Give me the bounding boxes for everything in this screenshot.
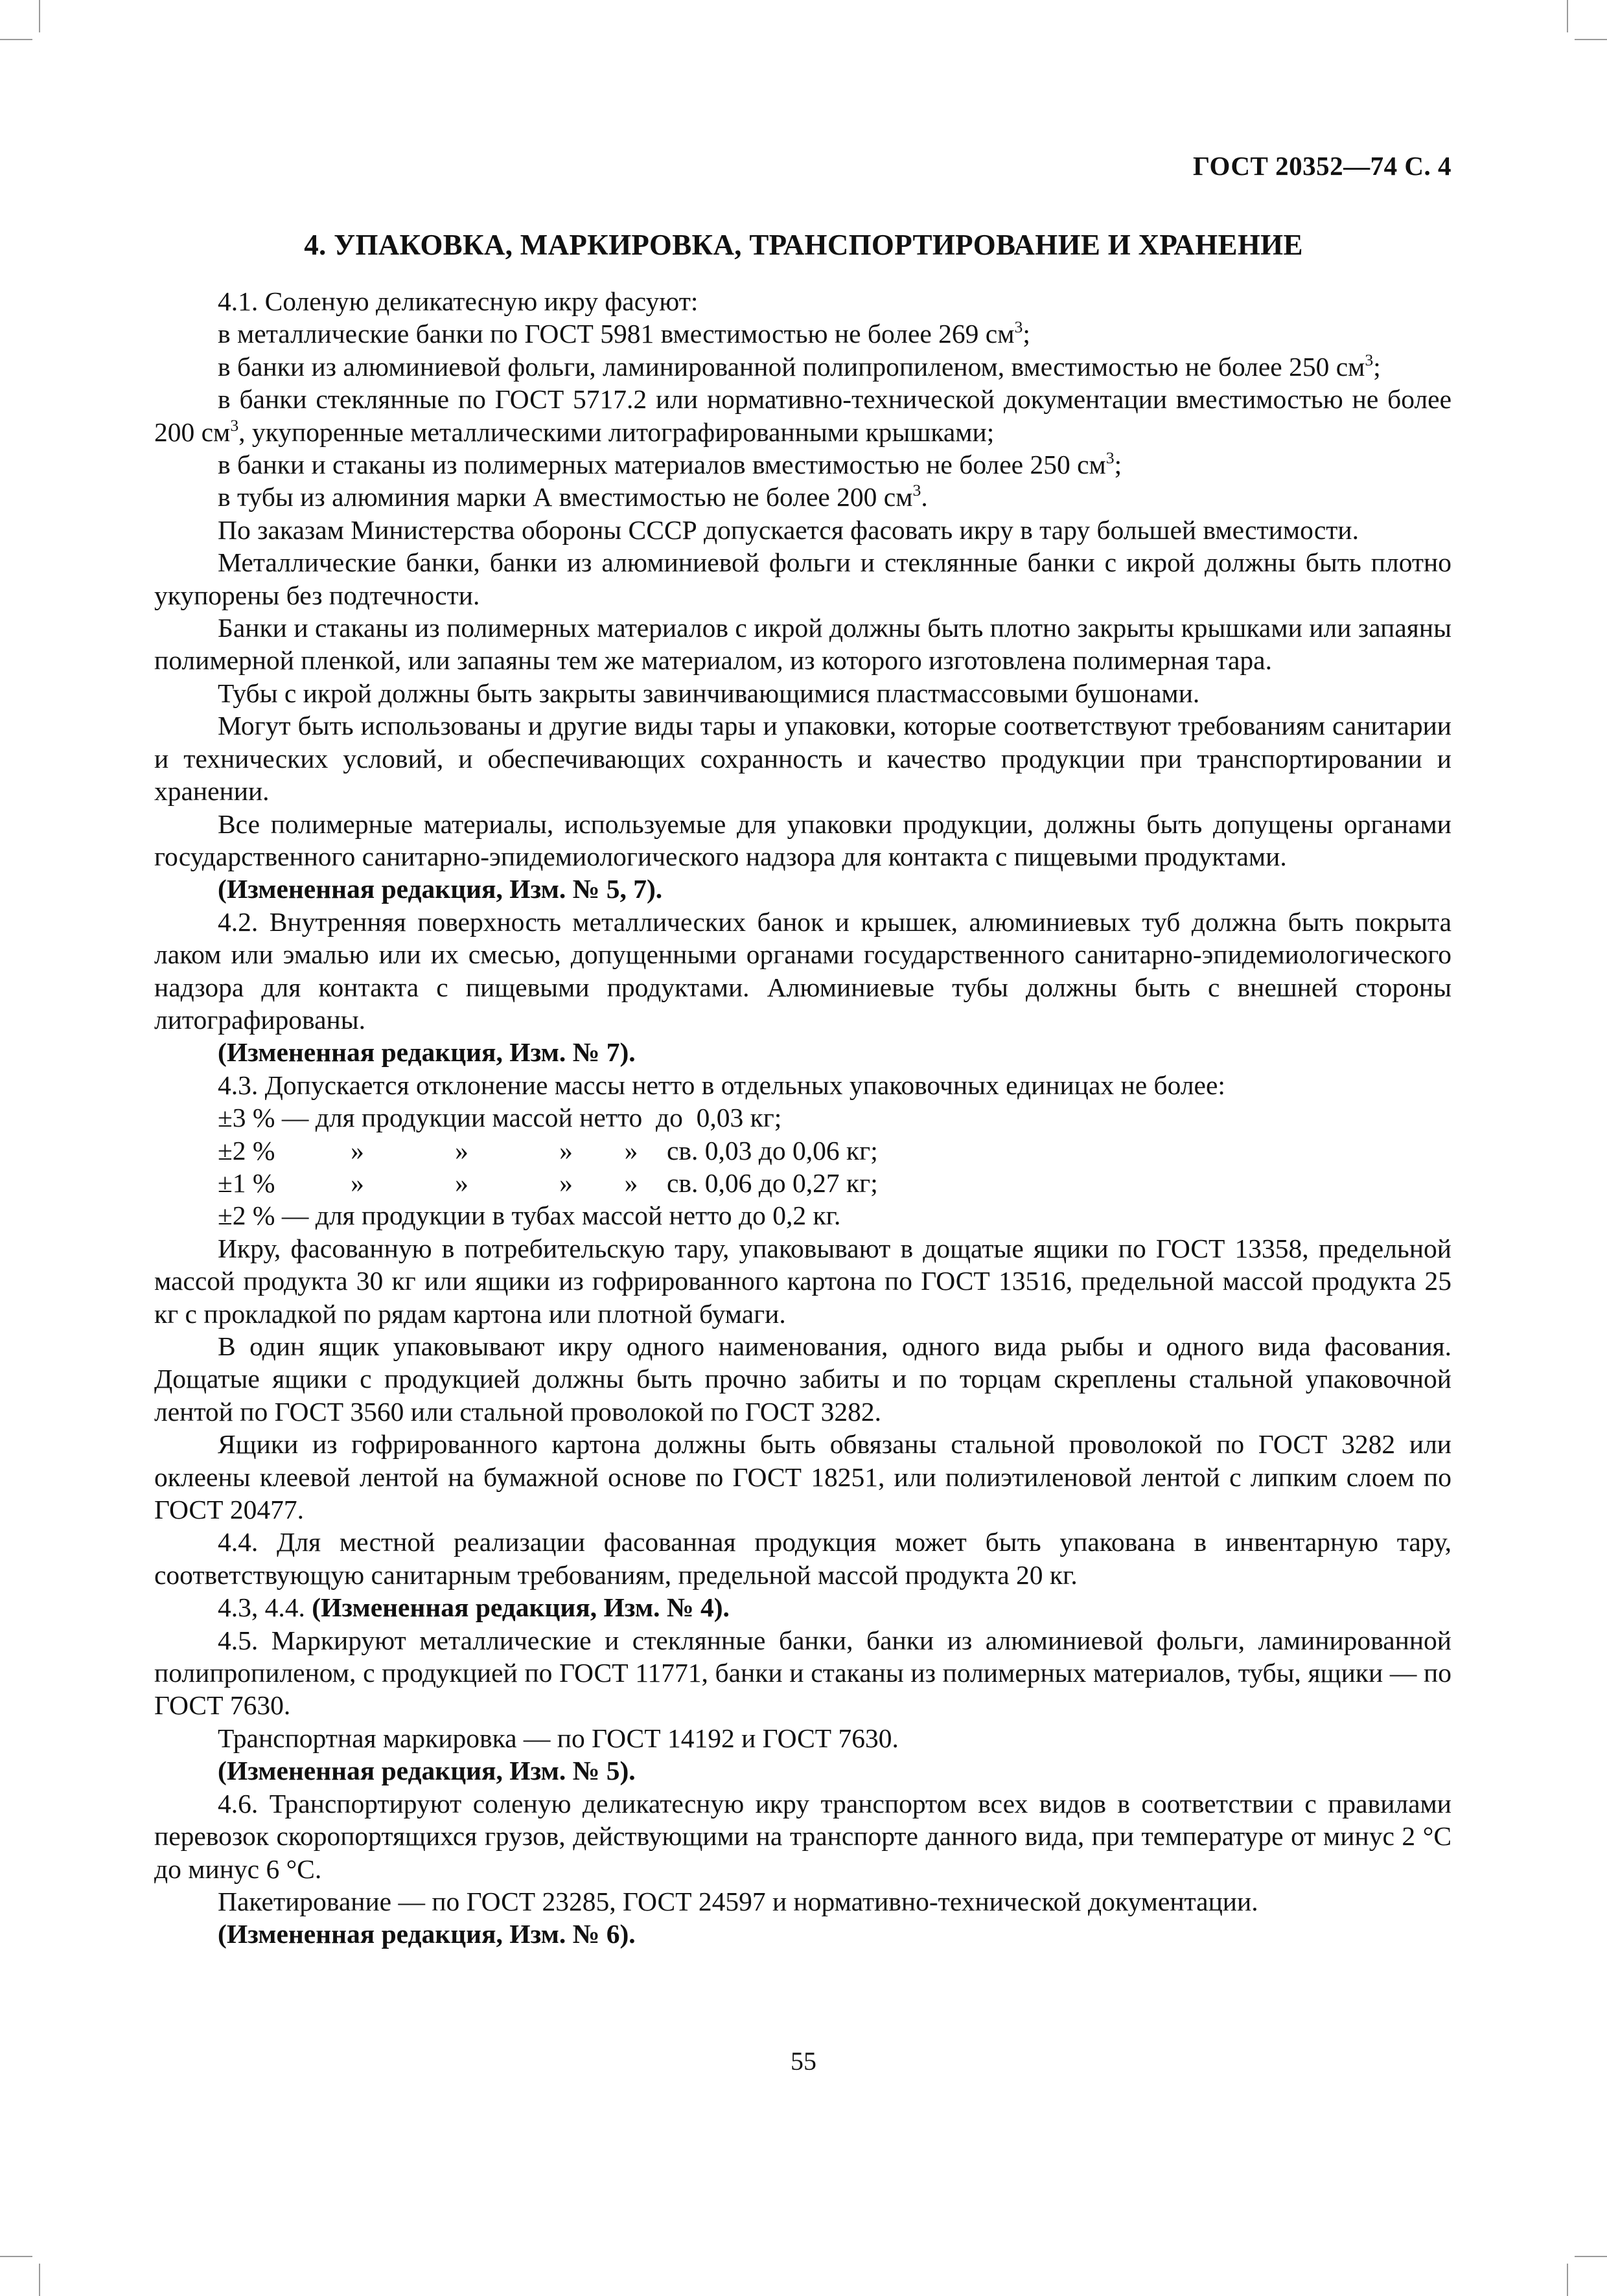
- revision-note: 4.3, 4.4. (Измененная редакция, Изм. № 4).: [218, 1592, 730, 1623]
- paragraph: 4.3. Допускается отклонение массы нетто в отдельных упаковочных единицах не более:: [218, 1070, 1225, 1100]
- tolerance-value: ±2 %: [218, 1135, 275, 1165]
- paragraph: в металлические банки по ГОСТ 5981 вместимостью не более 269 $см^3$;: [218, 317, 1030, 349]
- revision-note: (Измененная редакция, Изм. № 6).: [218, 1919, 636, 1949]
- ditto-mark: »: [559, 1135, 573, 1165]
- paragraph: В один ящик упаковывают икру одного наименования, одного вида рыбы и одного вида фасования. Дощатые ящики с продукцией должны быть прочно забиты и по торцам скреплены стальной упаковочной лентой по ГОСТ 3560 или стальной проволокой по ГОСТ 3282.: [154, 1331, 1451, 1427]
- crop-mark: [39, 0, 40, 32]
- ditto-mark: »: [351, 1167, 364, 1198]
- paragraph: 4.2. Внутренняя поверхность металлических банок и крышек, алюминиевых туб должна быть покрыта лаком или эмалью или их смесью, допущенными органами государственного санитарно-эпидемиологического надзора для контакта с пищевыми продуктами. Алюминиевые тубы должны быть с внешней стороны литографированы.: [154, 906, 1451, 1035]
- crop-mark: [1575, 2256, 1607, 2257]
- tolerance-row: ±3 % — для продукции массой нетто до 0,03 кг;: [218, 1103, 782, 1133]
- revision-note: (Измененная редакция, Изм. № 7).: [218, 1037, 636, 1068]
- paragraph: Ящики из гофрированного картона должны быть обвязаны стальной проволокой по ГОСТ 3282 или оклеены клеевой лентой на бумажной основе по ГОСТ 18251, или полиэтиленовой лентой с липким слоем по ГОСТ 20477.: [154, 1429, 1451, 1525]
- paragraph: Икру, фасованную в потребительскую тару, упаковывают в дощатые ящики по ГОСТ 13358, предельной массой продукта 30 кг или ящики из гофрированного картона по ГОСТ 13516, предельной массой продукта 25 кг с прокладкой по рядам картона или плотной бумаги.: [154, 1233, 1451, 1329]
- paragraph: Все полимерные материалы, используемые для упаковки продукции, должны быть допущены органами государственного санитарно-эпидемиологического надзора для контакта с пищевыми продуктами.: [154, 809, 1451, 871]
- page-header: ГОСТ 20352—74 С. 4: [1192, 151, 1451, 181]
- paragraph: 4.5. Маркируют металлические и стеклянные банки, банки из алюминиевой фольги, ламинированной полипропиленом, с продукцией по ГОСТ 11771, банки и стаканы из полимерных материалов, тубы, ящики — по ГОСТ 7630.: [154, 1625, 1451, 1721]
- paragraph: Транспортная маркировка — по ГОСТ 14192 и ГОСТ 7630.: [218, 1723, 899, 1753]
- tolerance-row: ±2 % — для продукции в тубах массой нетто до 0,2 кг.: [218, 1200, 841, 1231]
- paragraph: Могут быть использованы и другие виды тары и упаковки, которые соответствуют требованиям санитарии и технических условий, и обеспечивающих сохранность и качество продукции при транспортировании и хранении.: [154, 711, 1451, 807]
- paragraph: Тубы с икрой должны быть закрыты завинчивающимися пластмассовыми бушонами.: [218, 678, 1200, 708]
- document-body: [154, 285, 1451, 1951]
- paragraph: 4.6. Транспортируют соленую деликатесную икру транспортом всех видов в соответствии с правилами перевозок скоропортящихся грузов, действующими на транспорте данного вида, при температуре от минус 2 °С до минус 6 °С.: [154, 1788, 1451, 1884]
- crop-mark: [1567, 0, 1568, 32]
- section-title: 4. УПАКОВКА, МАРКИРОВКА, ТРАНСПОРТИРОВАНИЕ И ХРАНЕНИЕ: [304, 229, 1303, 261]
- revision-note: (Измененная редакция, Изм. № 5).: [218, 1756, 636, 1786]
- paragraph: в банки стеклянные по ГОСТ 5717.2 или нормативно-технической документации вместимостью не более 200 $см^3$, укупоренные металлическими литографированными крышками;: [154, 384, 1451, 447]
- paragraph: Металлические банки, банки из алюминиевой фольги и стеклянные банки с икрой должны быть плотно укупорены без подтечности.: [154, 547, 1451, 610]
- crop-mark: [1575, 39, 1607, 40]
- crop-mark: [1567, 2264, 1568, 2296]
- ditto-mark: »: [624, 1167, 638, 1198]
- paragraph: в банки и стаканы из полимерных материалов вместимостью не более 250 $см^3$;: [218, 448, 1122, 480]
- ditto-mark: »: [559, 1167, 573, 1198]
- crop-mark: [0, 2256, 32, 2257]
- crop-mark: [39, 2264, 40, 2296]
- tolerance-row: [154, 1167, 1451, 1199]
- crop-mark: [0, 39, 32, 40]
- ditto-mark: »: [624, 1135, 638, 1165]
- paragraph: 4.4. Для местной реализации фасованная продукция может быть упакована в инвентарную тару, соответствующую санитарным требованиям, предельной массой продукта 20 кг.: [154, 1527, 1451, 1590]
- revision-note: (Измененная редакция, Изм. № 5, 7).: [218, 874, 663, 904]
- paragraph: Пакетирование — по ГОСТ 23285, ГОСТ 24597 и нормативно-технической документации.: [218, 1886, 1258, 1916]
- tolerance-row: [154, 1134, 1451, 1167]
- ditto-mark: »: [455, 1135, 468, 1165]
- ditto-mark: »: [455, 1167, 468, 1198]
- tolerance-range: св. 0,03 до 0,06 кг;: [667, 1135, 878, 1165]
- ditto-mark: »: [351, 1135, 364, 1165]
- paragraph: в тубы из алюминия марки А вместимостью не более 200 $см^3$.: [218, 481, 928, 512]
- tolerance-range: св. 0,06 до 0,27 кг;: [667, 1167, 878, 1198]
- paragraph: Банки и стаканы из полимерных материалов с икрой должны быть плотно закрыты крышками или запаяны полимерной пленкой, или запаяны тем же материалом, из которого изготовлена полимерная тара.: [154, 613, 1451, 676]
- page-number: 55: [791, 2047, 816, 2076]
- paragraph: По заказам Министерства обороны СССР допускается фасовать икру в тару большей вместимости.: [218, 514, 1359, 545]
- paragraph: 4.1. Соленую деликатесную икру фасуют:: [218, 286, 699, 316]
- tolerance-value: ±1 %: [218, 1167, 275, 1198]
- paragraph: в банки из алюминиевой фольги, ламинированной полипропиленом, вместимостью не более 250 $см^3$;: [218, 350, 1381, 382]
